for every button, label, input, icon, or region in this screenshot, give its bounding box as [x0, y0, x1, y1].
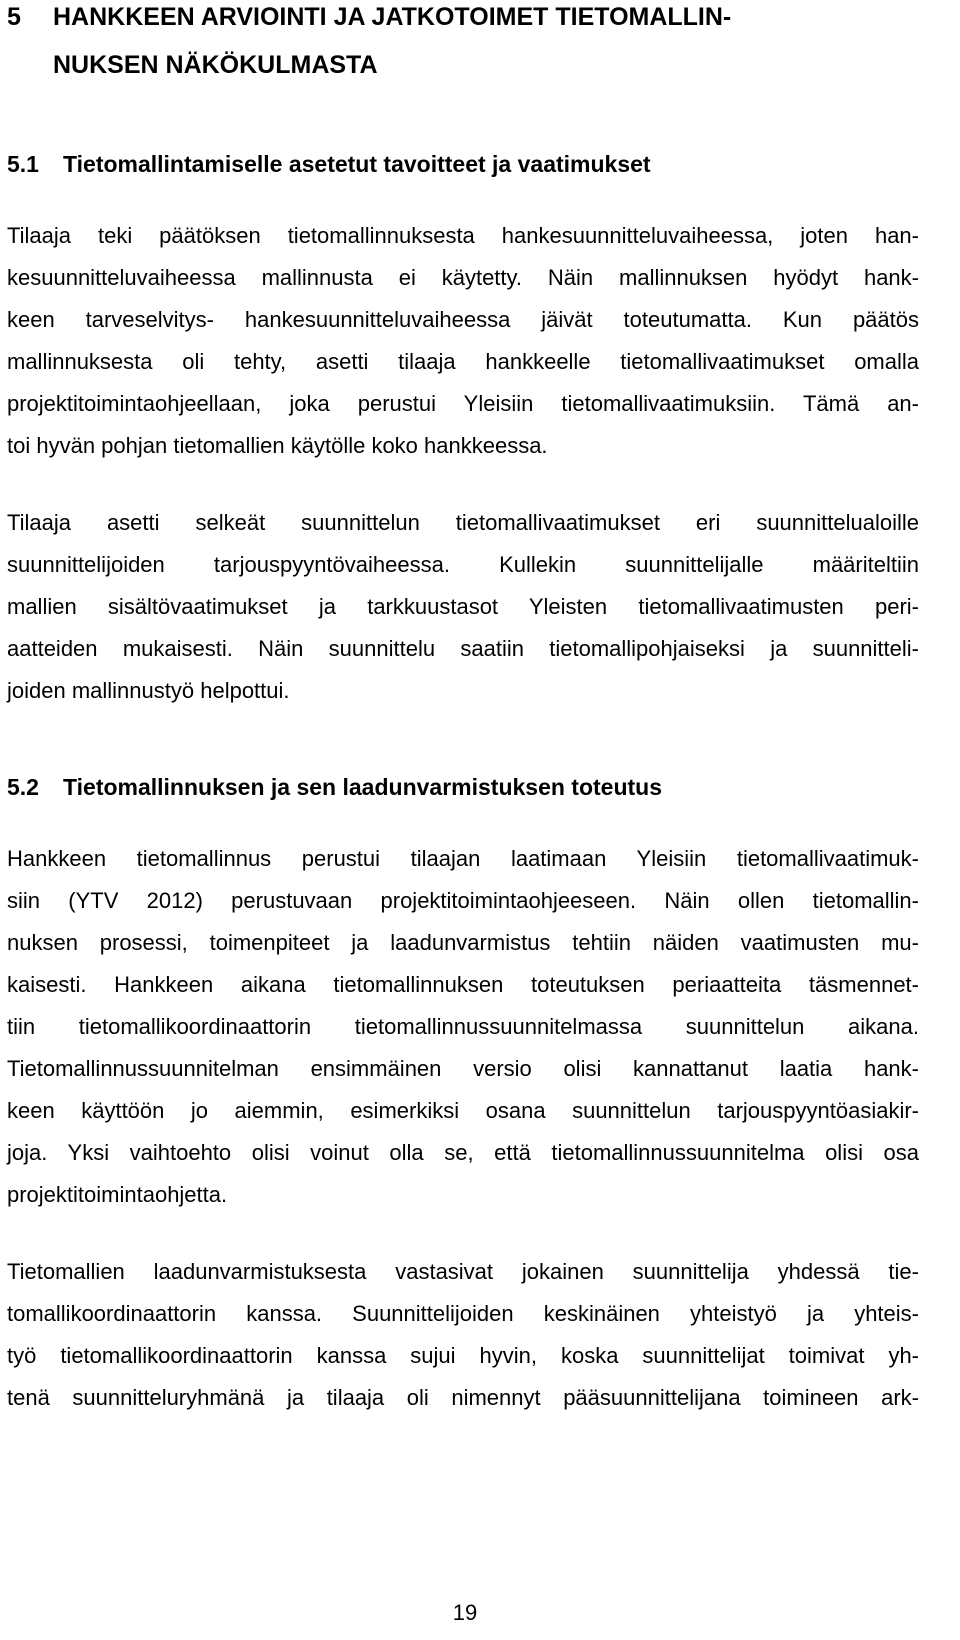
text-line: projektitoimintaohjetta. — [7, 1182, 228, 1207]
text-line: mallien sisältövaatimukset ja tarkkuustasot Yleisten tietomallivaatimusten peri- — [7, 594, 919, 619]
text-line: aatteiden mukaisesti. Näin suunnittelu saatiin tietomallipohjaiseksi ja suunnitteli- — [7, 636, 919, 661]
section-heading-5-2 — [7, 773, 662, 801]
text-line: keen tarveselvitys- hankesuunnitteluvaiheessa jäivät toteutumatta. Kun päätös — [7, 307, 919, 332]
text-line: mallinnuksesta oli tehty, asetti tilaaja hankkeelle tietomallivaatimukset omalla — [7, 349, 919, 374]
section-number: 5.2 — [7, 774, 39, 800]
text-line: Tilaaja asetti selkeät suunnittelun tietomallivaatimukset eri suunnittelualoille — [7, 510, 919, 535]
section-title: Tietomallinnuksen ja sen laadunvarmistuksen toteutus — [63, 774, 663, 800]
text-line: suunnittelijoiden tarjouspyyntövaiheessa. Kullekin suunnittelijalle määriteltiin — [7, 552, 919, 577]
text-line: Tilaaja teki päätöksen tietomallinnuksesta hankesuunnitteluvaiheessa, joten han- — [7, 223, 919, 248]
section-title: Tietomallintamiselle asetetut tavoitteet ja vaatimukset — [63, 151, 651, 177]
chapter-number: 5 — [7, 3, 21, 31]
chapter-title-line1: HANKKEEN ARVIOINTI JA JATKOTOIMET TIETOMALLIN- — [53, 3, 732, 31]
page-number: 19 — [452, 1600, 478, 1625]
chapter-heading-line2 — [53, 50, 378, 80]
text-line: työ tietomallikoordinaattorin kanssa sujui hyvin, koska suunnittelijat toimivat yh- — [7, 1343, 919, 1368]
text-line: projektitoimintaohjeellaan, joka perustui Yleisiin tietomallivaatimuksiin. Tämä an- — [7, 391, 919, 416]
text-line: keen käyttöön jo aiemmin, esimerkiksi osana suunnittelun tarjouspyyntöasiakir- — [7, 1098, 919, 1123]
text-line: joja. Yksi vaihtoehto olisi voinut olla se, että tietomallinnussuunnitelma olisi osa — [7, 1140, 919, 1165]
text-line: joiden mallinnustyö helpottui. — [7, 678, 290, 703]
text-line: Hankkeen tietomallinnus perustui tilaajan laatimaan Yleisiin tietomallivaatimuk- — [7, 846, 919, 871]
chapter-title-line2: NUKSEN NÄKÖKULMASTA — [53, 51, 378, 79]
text-line: tiin tietomallikoordinaattorin tietomallinnussuunnitelmassa suunnittelun aikana. — [7, 1014, 919, 1039]
section-number: 5.1 — [7, 151, 39, 177]
section-heading-5-1 — [7, 150, 651, 178]
text-line: toi hyvän pohjan tietomallien käytölle koko hankkeessa. — [7, 433, 548, 458]
text-line: tomallikoordinaattorin kanssa. Suunnittelijoiden keskinäinen yhteistyö ja yhteis- — [7, 1301, 919, 1326]
text-line: Tietomallinnussuunnitelman ensimmäinen versio olisi kannattanut laatia hank- — [7, 1056, 919, 1081]
text-line: kesuunnitteluvaiheessa mallinnusta ei käytetty. Näin mallinnuksen hyödyt hank- — [7, 265, 919, 290]
text-line: siin (YTV 2012) perustuvaan projektitoimintaohjeeseen. Näin ollen tietomallin- — [7, 888, 919, 913]
text-line: Tietomallien laadunvarmistuksesta vastasivat jokainen suunnittelija yhdessä tie- — [7, 1259, 919, 1284]
chapter-heading-line1 — [7, 2, 731, 32]
text-line: tenä suunnitteluryhmänä ja tilaaja oli nimennyt pääsuunnittelijana toimineen ark- — [7, 1385, 919, 1410]
text-line: kaisesti. Hankkeen aikana tietomallinnuksen toteutuksen periaatteita täsmennet- — [7, 972, 919, 997]
text-line: nuksen prosessi, toimenpiteet ja laadunvarmistus tehtiin näiden vaatimusten mu- — [7, 930, 919, 955]
